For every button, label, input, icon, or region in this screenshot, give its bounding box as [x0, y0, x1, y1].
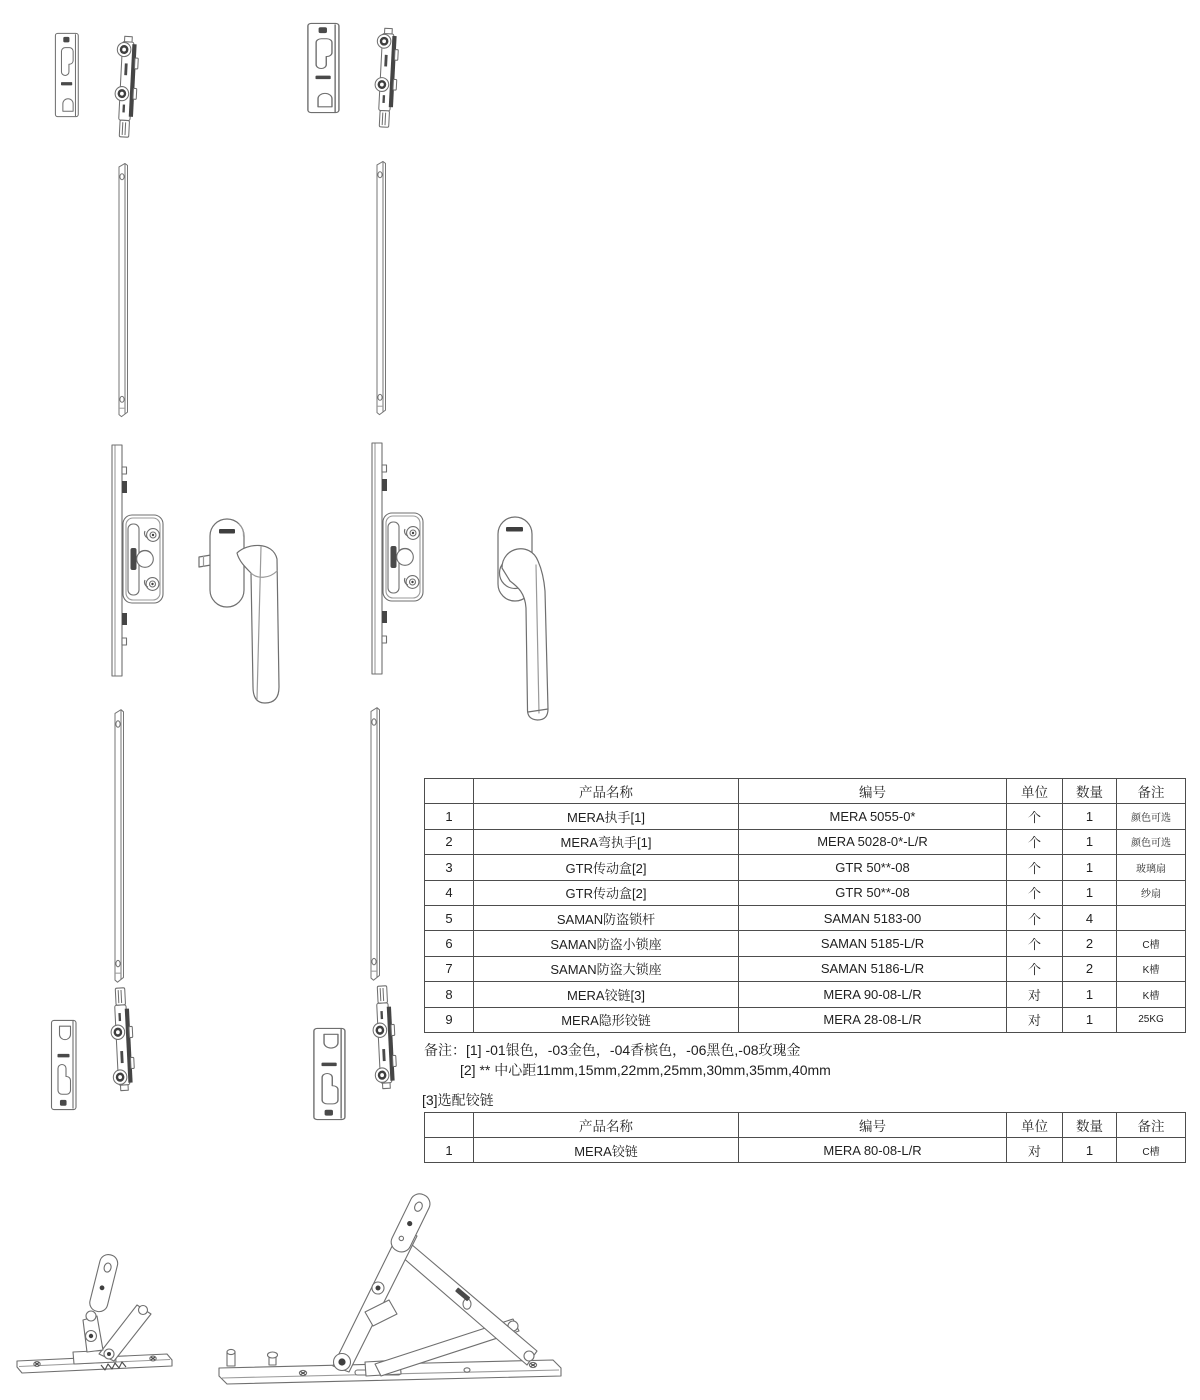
gearbox-drawing [95, 443, 170, 678]
col-code: SAMAN 5186-L/R [739, 956, 1007, 981]
lock-rod-drawing [364, 704, 386, 986]
col-remark: K槽 [1117, 956, 1186, 981]
table-header-row [425, 779, 1186, 804]
keeper-plate-drawing [54, 32, 82, 118]
col-unit: 个 [1007, 855, 1063, 880]
col-qty: 1 [1063, 855, 1117, 880]
col-index: 1 [425, 1138, 474, 1163]
col-code: MERA 90-08-L/R [739, 982, 1007, 1007]
col-code: MERA 5055-0* [739, 804, 1007, 829]
keeper-plate-drawing [50, 1019, 80, 1111]
col-product-name-header: 产品名称 [474, 779, 739, 804]
col-index: 5 [425, 905, 474, 930]
col-unit: 个 [1007, 829, 1063, 854]
col-qty: 2 [1063, 956, 1117, 981]
friction-hinge-large-drawing [215, 1192, 565, 1400]
col-remark: 玻璃扇 [1117, 855, 1186, 880]
col-remark: K槽 [1117, 982, 1186, 1007]
optional-hinge-table [424, 1112, 1186, 1163]
col-remark: 颜色可选 [1117, 804, 1186, 829]
col-index: 3 [425, 855, 474, 880]
keeper-plate-drawing [306, 22, 344, 114]
col-product-name: MERA铰链 [474, 1138, 739, 1163]
col-code: MERA 80-08-L/R [739, 1138, 1007, 1163]
table-row [425, 956, 1186, 981]
table-row [425, 855, 1186, 880]
col-unit: 个 [1007, 956, 1063, 981]
col-product-name: SAMAN防盗大锁座 [474, 956, 739, 981]
col-unit: 个 [1007, 880, 1063, 905]
col-unit: 个 [1007, 931, 1063, 956]
lock-rod-drawing [112, 160, 134, 422]
col-code: GTR 50**-08 [739, 855, 1007, 880]
col-code-header: 编号 [739, 779, 1007, 804]
parts-table [424, 778, 1186, 1033]
roller-lock-drawing [106, 985, 138, 1093]
col-remark: 纱扇 [1117, 880, 1186, 905]
keeper-plate-drawing [312, 1027, 350, 1121]
col-index: 4 [425, 880, 474, 905]
col-remark: C槽 [1117, 931, 1186, 956]
col-index-header [425, 779, 474, 804]
col-product-name-header: 产品名称 [474, 1113, 739, 1138]
table-row [425, 1138, 1186, 1163]
col-unit-header: 单位 [1007, 1113, 1063, 1138]
col-remark-header: 备注 [1117, 779, 1186, 804]
col-code-header: 编号 [739, 1113, 1007, 1138]
roller-lock-drawing [368, 983, 400, 1091]
col-remark: 25KG [1117, 1007, 1186, 1032]
col-index: 9 [425, 1007, 474, 1032]
col-product-name: MERA隐形铰链 [474, 1007, 739, 1032]
col-product-name: SAMAN防盗小锁座 [474, 931, 739, 956]
col-code: SAMAN 5183-00 [739, 905, 1007, 930]
lock-rod-drawing [370, 158, 392, 420]
col-qty-header: 数量 [1063, 779, 1117, 804]
roller-lock-drawing [110, 34, 142, 140]
handle-drawing [490, 513, 560, 728]
col-qty: 1 [1063, 1138, 1117, 1163]
col-product-name: GTR传动盒[2] [474, 855, 739, 880]
col-index: 6 [425, 931, 474, 956]
col-product-name: MERA铰链[3] [474, 982, 739, 1007]
col-index: 1 [425, 804, 474, 829]
col-qty-header: 数量 [1063, 1113, 1117, 1138]
col-index: 7 [425, 956, 474, 981]
friction-hinge-small-drawing [15, 1248, 175, 1388]
gearbox-drawing [355, 441, 430, 676]
col-product-name: GTR传动盒[2] [474, 880, 739, 905]
col-qty: 1 [1063, 829, 1117, 854]
col-code: SAMAN 5185-L/R [739, 931, 1007, 956]
col-remark: C槽 [1117, 1138, 1186, 1163]
col-product-name: MERA执手[1] [474, 804, 739, 829]
col-code: MERA 28-08-L/R [739, 1007, 1007, 1032]
handle-drawing [195, 515, 285, 710]
col-qty: 4 [1063, 905, 1117, 930]
col-index: 8 [425, 982, 474, 1007]
col-index: 2 [425, 829, 474, 854]
roller-lock-drawing [370, 26, 402, 130]
note-center-distance: [2] ** 中心距11mm,15mm,22mm,25mm,30mm,35mm,40mm [460, 1062, 831, 1078]
col-unit: 个 [1007, 804, 1063, 829]
note-optional-hinge: [3]选配铰链 [422, 1092, 494, 1108]
col-code: MERA 5028-0*-L/R [739, 829, 1007, 854]
col-index-header [425, 1113, 474, 1138]
col-qty: 1 [1063, 880, 1117, 905]
col-unit-header: 单位 [1007, 779, 1063, 804]
col-qty: 1 [1063, 804, 1117, 829]
table-row [425, 931, 1186, 956]
note-colors: 备注：[1] -01银色，-03金色，-04香槟色，-06黑色,-08玫瑰金 [424, 1042, 801, 1058]
col-remark: 颜色可选 [1117, 829, 1186, 854]
table-row [425, 905, 1186, 930]
col-remark-header: 备注 [1117, 1113, 1186, 1138]
table-row [425, 880, 1186, 905]
col-remark [1117, 905, 1186, 930]
table-row [425, 829, 1186, 854]
col-qty: 1 [1063, 1007, 1117, 1032]
col-unit: 对 [1007, 1007, 1063, 1032]
col-unit: 对 [1007, 1138, 1063, 1163]
table-header-row [425, 1113, 1186, 1138]
col-code: GTR 50**-08 [739, 880, 1007, 905]
col-product-name: SAMAN防盗锁杆 [474, 905, 739, 930]
lock-rod-drawing [108, 706, 130, 988]
table-row [425, 1007, 1186, 1032]
col-unit: 对 [1007, 982, 1063, 1007]
col-product-name: MERA弯执手[1] [474, 829, 739, 854]
col-unit: 个 [1007, 905, 1063, 930]
col-qty: 1 [1063, 982, 1117, 1007]
table-row [425, 804, 1186, 829]
col-qty: 2 [1063, 931, 1117, 956]
table-row [425, 982, 1186, 1007]
